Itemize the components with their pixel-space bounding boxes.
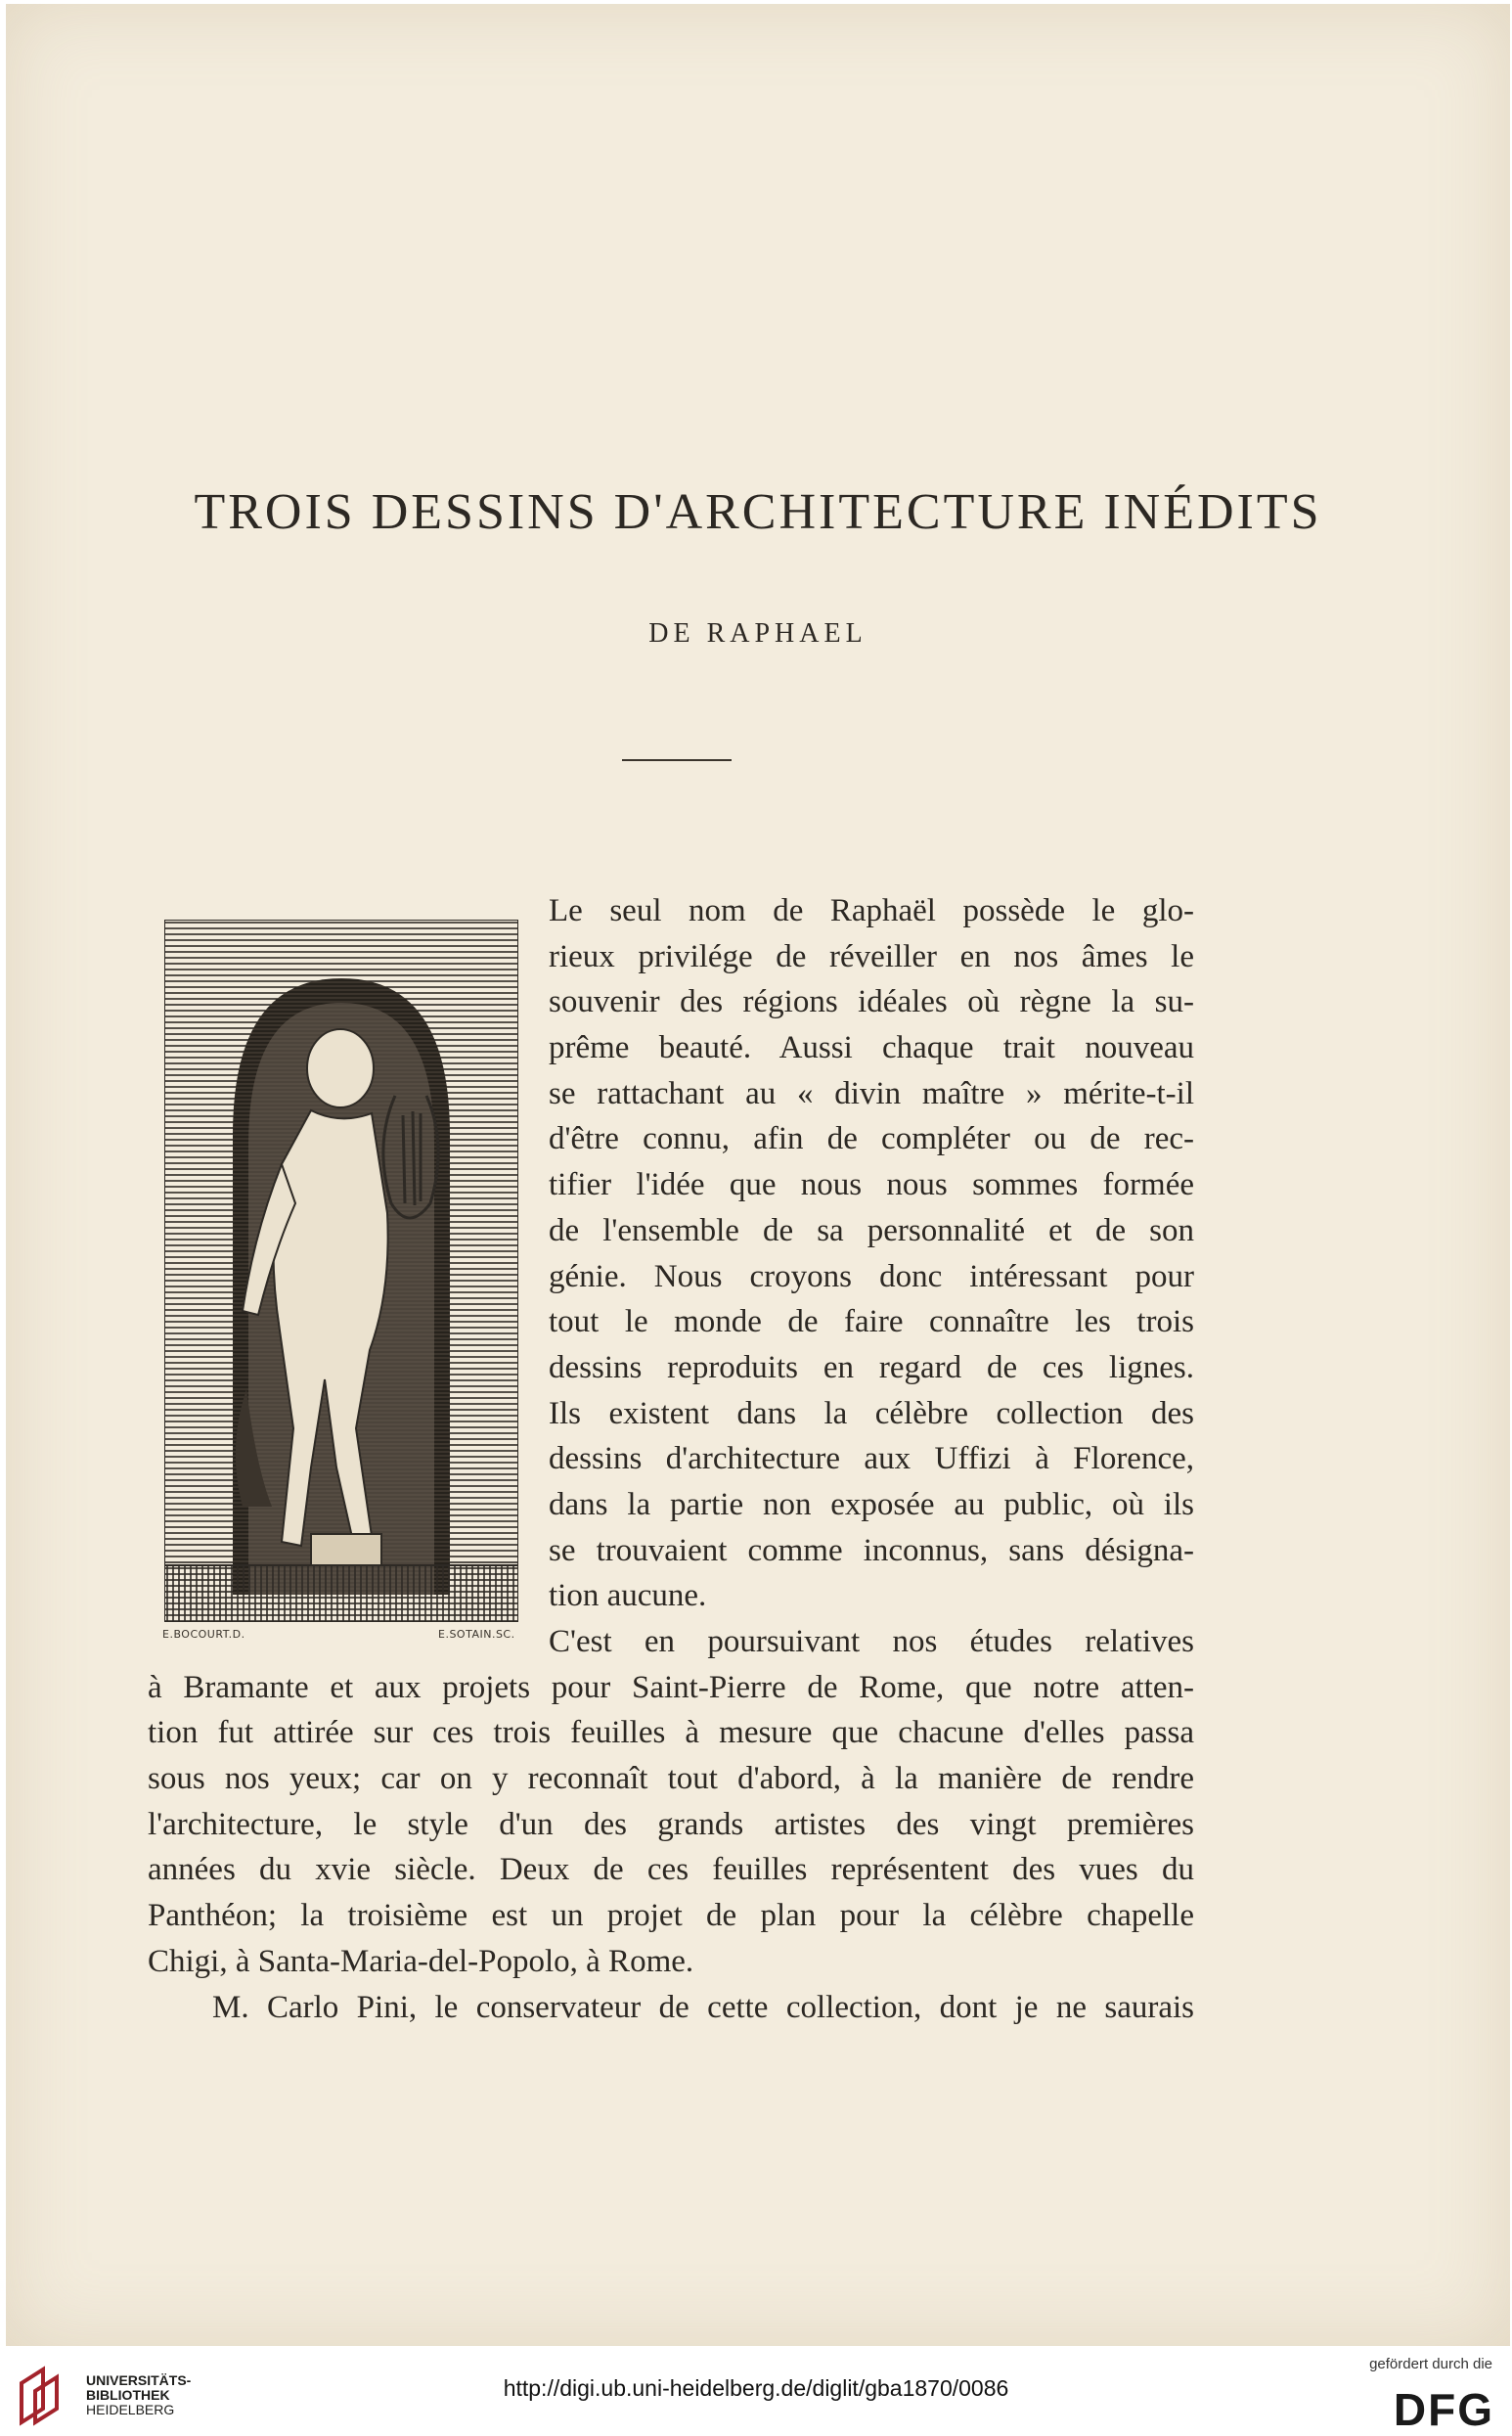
- text-line: dessins reproduits en regard de ces lignes.: [549, 1349, 1194, 1385]
- funding-label: gefördert durch die: [1369, 2356, 1492, 2372]
- text-line: prême beauté. Aussi chaque trait nouveau: [549, 1030, 1194, 1066]
- page-subtitle: DE RAPHAEL: [648, 618, 867, 649]
- library-name-line: HEIDELBERG: [86, 2402, 175, 2417]
- library-name-line: BIBLIOTHEK: [86, 2387, 170, 2403]
- text-line: C'est en poursuivant nos études relatives: [549, 1624, 1194, 1659]
- title-rule: [622, 759, 732, 761]
- article-body: [148, 888, 1194, 2030]
- library-name-line: UNIVERSITÄTS-: [86, 2372, 192, 2388]
- text-line: l'architecture, le style d'un des grands artistes des vingt premières: [148, 1806, 1194, 1842]
- text-line: tifier l'idée que nous nous sommes formée: [549, 1167, 1194, 1203]
- text-line: Le seul nom de Raphaël possède le glo-: [549, 893, 1194, 928]
- page-title: TROIS DESSINS D'ARCHITECTURE INÉDITS: [194, 484, 1322, 540]
- text-line: tion aucune.: [549, 1578, 707, 1614]
- permalink[interactable]: http://digi.ub.uni-heidelberg.de/diglit/gba1870/0086: [503, 2375, 1009, 2401]
- text-line: tion fut attirée sur ces trois feuilles à mesure que chacune d'elles passa: [148, 1715, 1194, 1751]
- text-line: dans la partie non exposée au public, où ils: [549, 1486, 1194, 1522]
- text-line: de l'ensemble de sa personnalité et de son: [549, 1212, 1194, 1248]
- text-line: tout le monde de faire connaître les trois: [549, 1304, 1194, 1340]
- text-line: à Bramante et aux projets pour Saint-Pierre de Rome, que notre atten-: [148, 1669, 1194, 1705]
- text-line: M. Carlo Pini, le conservateur de cette collection, dont je ne saurais: [212, 1989, 1194, 2025]
- text-line: d'être connu, afin de compléter ou de rec-: [549, 1121, 1194, 1157]
- text-line: génie. Nous croyons donc intéressant pour: [549, 1258, 1194, 1294]
- text-line: se trouvaient comme inconnus, sans désigna-: [549, 1532, 1194, 1568]
- text-line: rieux privilége de réveiller en nos âmes le: [549, 938, 1194, 974]
- text-line: sous nos yeux; car on y reconnaît tout d'abord, à la manière de rendre: [148, 1761, 1194, 1797]
- text-line: Panthéon; la troisième est un projet de plan pour la célèbre chapelle: [148, 1898, 1194, 1934]
- scanned-page: [6, 4, 1510, 2346]
- dfg-logo: DFG: [1393, 2384, 1494, 2435]
- text-line: dessins d'architecture aux Uffizi à Florence,: [549, 1441, 1194, 1477]
- text-line: années du xvie siècle. Deux de ces feuilles représentent des vues du: [148, 1852, 1194, 1888]
- viewer-footer: [0, 2346, 1512, 2434]
- text-line: se rattachant au « divin maître » mérite-t-il: [549, 1075, 1194, 1111]
- engraving-credit-engraver: E.SOTAIN.SC.: [438, 1628, 515, 1641]
- text-line: souvenir des régions idéales où règne la su-: [549, 984, 1194, 1020]
- engraving-credit-drawer: E.BOCOURT.D.: [162, 1628, 245, 1641]
- text-line: Chigi, à Santa-Maria-del-Popolo, à Rome.: [148, 1943, 694, 1979]
- text-line: Ils existent dans la célèbre collection des: [549, 1395, 1194, 1431]
